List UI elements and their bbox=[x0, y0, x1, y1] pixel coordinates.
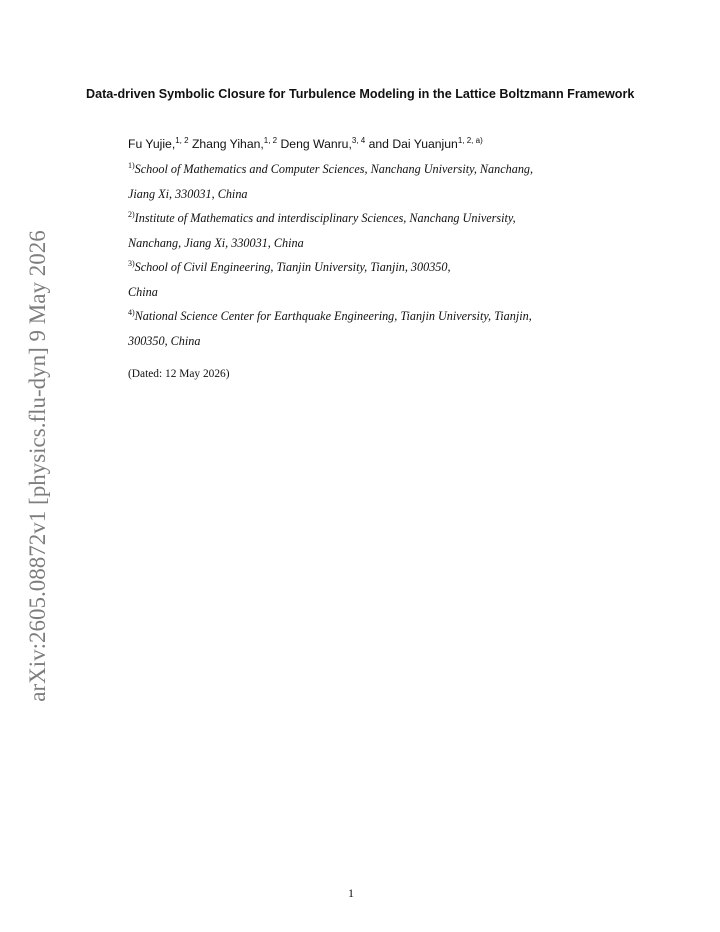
paper-title: Data-driven Symbolic Closure for Turbulence Modeling in the Lattice Boltzmann Framework bbox=[86, 87, 635, 101]
author-name: Zhang Yihan, bbox=[191, 137, 264, 151]
affiliation bbox=[128, 255, 648, 304]
affiliation-line: School of Civil Engineering, Tianjin University, Tianjin, 300350, bbox=[134, 260, 451, 274]
author-affiliation-mark: 3, 4 bbox=[351, 136, 366, 145]
affiliation-line: School of Mathematics and Computer Sciences, Nanchang University, Nanchang, bbox=[134, 162, 534, 176]
author-name: Deng Wanru, bbox=[280, 137, 352, 151]
affiliation bbox=[128, 206, 648, 255]
affiliation-mark: 2) bbox=[128, 210, 135, 219]
author-affiliation-mark: 1, 2 bbox=[175, 136, 189, 145]
affiliation-mark: 3) bbox=[128, 259, 135, 268]
arxiv-identifier[interactable]: arXiv:2605.08872v1 [physics.flu-dyn] 9 May 2026 bbox=[25, 230, 50, 702]
dated-line: (Dated: 12 May 2026) bbox=[128, 368, 230, 380]
affiliation-mark: 1) bbox=[128, 161, 135, 170]
author-list bbox=[128, 134, 483, 154]
affiliation bbox=[128, 304, 648, 353]
author-name: and Dai Yuanjun bbox=[368, 137, 458, 151]
affiliation-line: Institute of Mathematics and interdisciplinary Sciences, Nanchang University, bbox=[134, 211, 516, 225]
author-name: Fu Yujie, bbox=[128, 137, 176, 151]
affiliation bbox=[128, 157, 648, 206]
affiliation-mark: 4) bbox=[128, 308, 135, 317]
author-affiliation-mark: 1, 2, a) bbox=[457, 136, 483, 145]
affiliation-line: 300350, China bbox=[128, 333, 201, 348]
affiliation-line: China bbox=[128, 284, 158, 299]
author-affiliation-mark: 1, 2 bbox=[263, 136, 278, 145]
affiliation-line: Jiang Xi, 330031, China bbox=[128, 186, 248, 201]
page-number: 1 bbox=[348, 886, 354, 900]
affiliation-line: Nanchang, Jiang Xi, 330031, China bbox=[128, 235, 304, 250]
affiliation-line: National Science Center for Earthquake Engineering, Tianjin University, Tianjin, bbox=[134, 309, 532, 323]
